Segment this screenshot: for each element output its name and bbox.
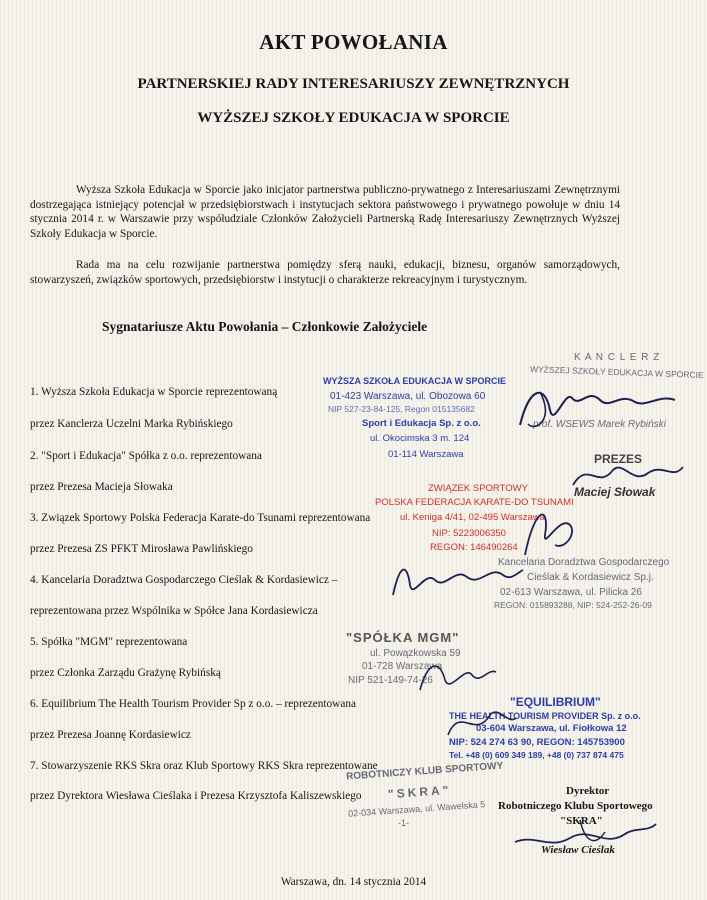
signatory-6-line1: 6. Equilibrium The Health Tourism Provider Sp z o.o. – reprezentowana	[30, 698, 357, 710]
prezes-stamp-name: Maciej Słowak	[574, 485, 656, 499]
signatory-4-line2: reprezentowana przez Wspólnika w Spółce Jana Kordasiewicza	[30, 605, 318, 617]
kanclerz-stamp-title: K A N C L E R Z	[574, 352, 661, 363]
dyrektor-club: Robotniczego Klubu Sportowego	[498, 800, 653, 812]
wses-stamp-nip: NIP 527-23-84-125, Regon 015135682	[328, 404, 475, 414]
dyrektor-signature	[510, 812, 660, 857]
mgm-stamp-address: ul. Powązkowska 59	[370, 648, 461, 659]
kancelaria-stamp-ids: REGON: 015893288, NIP: 524-252-26-09	[494, 600, 652, 610]
dyrektor-title: Dyrektor	[566, 785, 610, 797]
signatory-4-line1: 4. Kancelaria Doradztwa Gospodarczego Cieślak & Kordasiewicz –	[30, 574, 338, 586]
mgm-stamp-nip: NIP 521-149-74-26	[348, 675, 433, 686]
sport-stamp-address: ul. Okocimska 3 m. 124	[370, 433, 470, 444]
kanclerz-stamp-name: prof. WSEWS Marek Rybiński	[533, 419, 666, 430]
document-subtitle: PARTNERSKIEJ RADY INTERESARIUSZY ZEWNĘTRZNYCH	[137, 76, 570, 92]
signatory-5-line2: przez Członka Zarządu Grażynę Rybińską	[30, 667, 221, 679]
signatory-1-line2: przez Kanclerza Uczelni Marka Rybińskiego	[30, 418, 233, 430]
signatory-3-line2: przez Prezesa ZS PFKT Mirosława Pawlińskiego	[30, 543, 253, 555]
equilibrium-stamp-phone: Tel. +48 (0) 609 349 189, +48 (0) 737 874 475	[449, 750, 624, 760]
prezes-stamp-title: PREZES	[594, 452, 643, 466]
signatory-2-line1: 2. "Sport i Edukacja" Spółka z o.o. reprezentowana	[30, 450, 262, 462]
mgm-stamp-city: 01-728 Warszawa	[362, 661, 443, 672]
skra-stamp-club: "SKRA"	[387, 782, 452, 802]
dyrektor-club-name: "SKRA"	[560, 815, 603, 827]
karate-stamp-regon: REGON: 146490264	[430, 542, 518, 553]
document-title: AKT POWOŁANIA	[259, 30, 448, 54]
kancelaria-stamp-name: Kancelaria Doradztwa Gospodarczego	[498, 557, 670, 568]
karate-stamp-line1: ZWIĄZEK SPORTOWY	[428, 483, 528, 494]
signatory-2-line2: przez Prezesa Macieja Słowaka	[30, 481, 173, 493]
equilibrium-signature	[440, 700, 520, 745]
signatory-6-line2: przez Prezesa Joannę Kordasiewicz	[30, 729, 191, 741]
equilibrium-stamp-address: 03-604 Warszawa, ul. Fiołkowa 12	[476, 723, 627, 734]
equilibrium-stamp-ids: NIP: 524 274 63 90, REGON: 145753900	[449, 737, 625, 748]
kanclerz-signature	[510, 380, 680, 435]
karate-stamp-line2: POLSKA FEDERACJA KARATE-DO TSUNAMI	[375, 497, 574, 508]
equilibrium-stamp-name: "EQUILIBRIUM"	[510, 695, 601, 709]
intro-paragraph: Wyższa Szkoła Edukacja w Sporcie jako inicjator partnerstwa publiczno-prywatnego z Interesariuszami Zewnętrznymi dostrzegająca istniejący potencjał w przedsiębiorstwach i instytucjach sektora państwowego i prywatnego powołuje w dniu 14 stycznia 2014 r. w Warszawie przy współudziale Członków Założycieli Partnerską Radę Interesariuszy Zewnętrznych Wyższej Szkoły Edukacja w Sporcie.	[30, 184, 620, 240]
signatory-7-line2: przez Dyrektora Wiesława Cieślaka i Prezesa Krzysztofa Kaliszewskiego	[30, 790, 362, 802]
signatory-5-line1: 5. Spółka "MGM" reprezentowana	[30, 636, 188, 648]
karate-stamp-line3: ul. Keniga 4/41, 02-495 Warszawa	[400, 512, 545, 523]
equilibrium-stamp-provider: THE HEALTH TOURISM PROVIDER Sp. z o.o.	[449, 711, 641, 721]
kancelaria-stamp-company: Cieślak & Kordasiewicz Sp.j.	[527, 572, 654, 583]
signatory-1-line1: 1. Wyższa Szkoła Edukacja w Sporcie reprezentowaną	[30, 386, 278, 398]
skra-stamp-name: ROBOTNICZY KLUB SPORTOWY	[345, 760, 504, 783]
wses-stamp-name: WYŻSZA SZKOŁA EDUKACJA W SPORCIE	[323, 376, 507, 386]
wses-stamp-address: 01-423 Warszawa, ul. Obozowa 60	[330, 391, 486, 402]
signatories-heading: Sygnatariusze Aktu Powołania – Członkowie Założyciele	[102, 319, 428, 334]
karate-stamp-nip: NIP: 5223006350	[432, 528, 506, 539]
mgm-signature	[410, 650, 500, 700]
institution-name: WYŻSZEJ SZKOŁY EDUKACJA W SPORCIE	[197, 110, 510, 126]
sport-stamp-name: Sport i Edukacja Sp. z o.o.	[362, 418, 481, 429]
kancelaria-signature	[385, 555, 525, 605]
skra-stamp-address: 02-034 Warszawa, ul. Wawelska 5	[347, 799, 486, 819]
skra-stamp-mark: -1-	[398, 818, 409, 828]
signatory-3-line1: 3. Związek Sportowy Polska Federacja Karate-do Tsunami reprezentowana	[30, 512, 371, 524]
kanclerz-stamp-school: WYŻSZEJ SZKOŁY EDUKACJA W SPORCIE	[529, 363, 704, 381]
kancelaria-stamp-address: 02-613 Warszawa, ul. Pilicka 26	[500, 587, 642, 598]
sport-stamp-city: 01-114 Warszawa	[388, 449, 464, 460]
dyrektor-name: Wiesław Cieślak	[541, 844, 615, 856]
place-date: Warszawa, dn. 14 stycznia 2014	[280, 876, 427, 888]
signatory-7-line1: 7. Stowarzyszenie RKS Skra oraz Klub Sportowy RKS Skra reprezentowane	[30, 760, 378, 772]
prezes-signature	[568, 452, 688, 495]
purpose-paragraph: Rada ma na celu rozwijanie partnerstwa pomiędzy sferą nauki, edukacji, biznesu, organów samorządowych, stowarzyszeń, związków sportowych, przedsiębiorstw i instytucji o charakterze rekreacyjnym i turystycznym.	[30, 259, 620, 286]
mgm-stamp-name: "SPÓŁKA MGM"	[346, 630, 460, 645]
